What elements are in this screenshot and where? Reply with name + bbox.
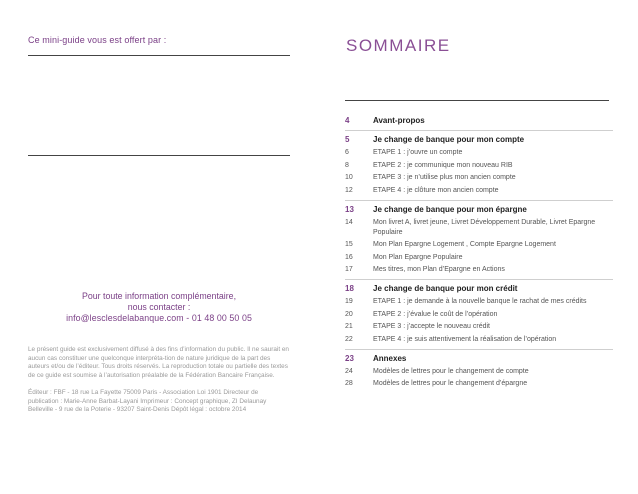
toc-item-text: Mon Plan Epargne Populaire	[373, 253, 463, 261]
toc-item-text: Modèles de lettres pour le changement d’épargne	[373, 380, 528, 387]
toc-section-heading	[345, 135, 613, 145]
toc-item-page: 24	[345, 367, 353, 375]
toc-item-text: ETAPE 3 : je n’utilise plus mon ancien compte	[373, 174, 516, 181]
toc-separator	[345, 349, 613, 350]
toc-item	[345, 161, 613, 171]
right-page	[345, 0, 613, 494]
toc-section-heading	[345, 116, 613, 126]
toc-item-page: 21	[345, 323, 353, 330]
toc-section-title: Annexes	[373, 353, 407, 363]
toc-item-page: 6	[345, 149, 349, 156]
toc-item-text: ETAPE 1 : j’ouvre un compte	[373, 149, 463, 156]
toc-item-page: 12	[345, 186, 353, 194]
toc-item	[345, 335, 613, 345]
toc-separator	[345, 200, 613, 201]
toc-section-heading	[345, 205, 613, 215]
toc-section-page: 5	[345, 135, 350, 144]
toc-section-page: 13	[345, 204, 354, 214]
toc-separator	[345, 279, 613, 280]
toc-section-page: 18	[345, 284, 354, 293]
toc-item-page: 22	[345, 335, 353, 343]
toc-item-text: Mes titres, mon Plan d’Epargne en Actions	[373, 266, 505, 273]
toc-heading: SOMMAIRE	[346, 36, 451, 55]
toc-item-page: 16	[345, 253, 353, 261]
toc-section-page: 4	[345, 116, 350, 125]
toc-item-text: ETAPE 4 : je clôture mon ancien compte	[373, 186, 499, 194]
left-page	[28, 0, 290, 494]
toc-item-page: 15	[345, 241, 353, 248]
toc-item	[345, 379, 613, 389]
sponsor-line-bottom	[28, 155, 290, 156]
contact-email-phone: info@lesclesdelabanque.com - 01 48 00 50 05	[66, 313, 252, 323]
toc-item	[345, 240, 613, 250]
toc-item-page: 14	[345, 218, 353, 226]
legal-paragraph: Le présent guide est exclusivement diffusé à des fins d’information du public. Il ne saurait en aucun cas constituer une quelconque interpréta-tion de nature juridique de la part des auteurs et/ou de l’éditeur. Tous droits réservés. La reproduction totale ou partielle des textes de ce guide est soumise à l’autorisation préalable de la Fédération Bancaire Française.	[28, 346, 289, 379]
toc-section-title: Avant-propos	[373, 116, 425, 125]
toc-item	[345, 322, 613, 332]
toc-item-page: 20	[345, 310, 353, 318]
toc-item-text: ETAPE 4 : je suis attentivement la réalisation de l’opération	[373, 335, 557, 343]
toc-item	[345, 297, 613, 307]
offer-title: Ce mini-guide vous est offert par :	[28, 35, 167, 45]
toc-item-text: ETAPE 2 : je communique mon nouveau RIB	[373, 161, 513, 169]
toc-item	[345, 186, 613, 196]
contact-line-2: nous contacter :	[127, 302, 191, 312]
toc-section-title: Je change de banque pour mon compte	[373, 135, 525, 144]
toc-section-heading	[345, 284, 613, 294]
toc-item-page: 8	[345, 161, 349, 169]
toc-item-page: 28	[345, 380, 353, 387]
toc-section-page: 23	[345, 353, 354, 363]
toc-item-text: ETAPE 2 : j’évalue le coût de l’opération	[373, 310, 498, 318]
toc-section-title: Je change de banque pour mon crédit	[373, 284, 518, 293]
toc-separator	[345, 130, 613, 131]
toc-item	[345, 148, 613, 158]
toc-item	[345, 253, 613, 263]
sponsor-line-top	[28, 55, 290, 56]
contact-line-1: Pour toute information complémentaire,	[81, 291, 237, 301]
toc-item-text: Mon livret A, livret jeune, Livret Développement Durable, Livret Epargne Populaire	[373, 218, 596, 236]
toc-item	[345, 310, 613, 320]
contact-block	[28, 291, 290, 324]
toc-item	[345, 265, 613, 275]
toc-section-title: Je change de banque pour mon épargne	[373, 204, 527, 214]
toc-item-text: Modèles de lettres pour le changement de compte	[373, 367, 529, 375]
toc-item	[345, 218, 613, 238]
toc-item-page: 10	[345, 174, 353, 181]
toc-item	[345, 367, 613, 377]
toc-item-page: 17	[345, 266, 353, 273]
legal-notice	[28, 346, 290, 424]
toc-item-page: 19	[345, 298, 353, 305]
toc-item-text: ETAPE 1 : je demande à la nouvelle banque le rachat de mes crédits	[373, 298, 587, 305]
table-of-contents	[345, 116, 613, 392]
toc-item-text: ETAPE 3 : j’accepte le nouveau crédit	[373, 323, 490, 330]
toc-divider	[345, 100, 609, 101]
toc-item	[345, 173, 613, 183]
publisher-info: Éditeur : FBF - 18 rue La Fayette 75009 Paris - Association Loi 1901 Directeur de publication : Marie-Anne Barbat-Layani Imprimeur : Concept graphique, ZI Delaunay Belleville - 9 rue de la Poterie - 93207 Saint-Denis Dépôt légal : octobre 2014	[28, 389, 267, 413]
toc-item-text: Mon Plan Epargne Logement , Compte Epargne Logement	[373, 241, 556, 248]
toc-section-heading	[345, 354, 613, 364]
